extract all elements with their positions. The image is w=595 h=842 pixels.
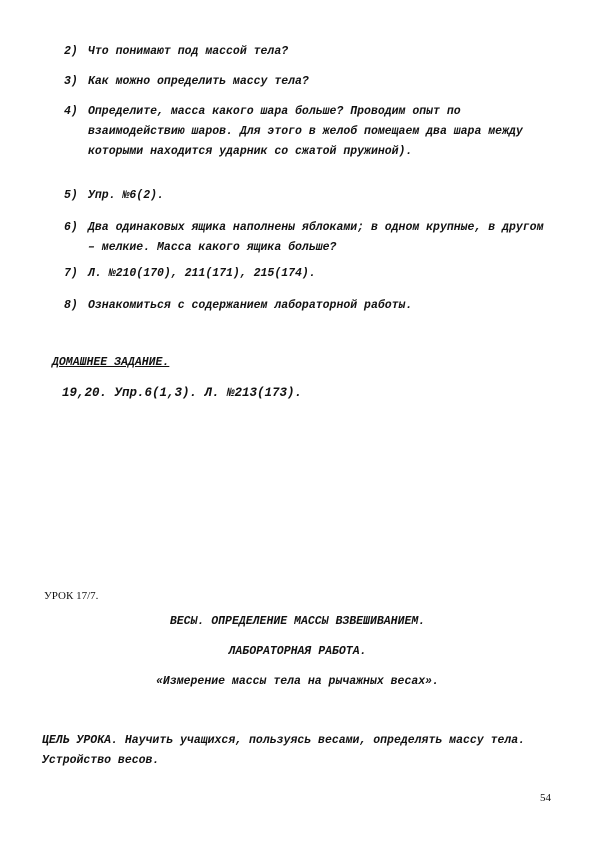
question-number: 7)	[64, 267, 78, 280]
lesson-title: ВЕСЫ. ОПРЕДЕЛЕНИЕ МАССЫ ВЗВЕШИВАНИЕМ.	[169, 615, 426, 628]
lesson-subtitle: ЛАБОРАТОРНАЯ РАБОТА.	[228, 645, 367, 658]
question-number: 8)	[64, 299, 78, 312]
page-number: 54	[540, 792, 551, 804]
question-item-7	[64, 264, 554, 284]
lesson-goal: ЦЕЛЬ УРОКА. Научить учащихся, пользуясь весами, определять массу тела. Устройство весов.	[42, 734, 526, 767]
question-item-5	[64, 186, 554, 206]
question-text: Определите, масса какого шара больше? Проводим опыт по взаимодействию шаров. Для этого в желоб помещаем два шара между которыми находится ударник со сжатой пружиной).	[88, 105, 530, 158]
homework-heading: ДОМАШНЕЕ ЗАДАНИЕ.	[52, 356, 170, 369]
question-text: Как можно определить массу тела?	[88, 75, 309, 88]
question-text: Ознакомиться с содержанием лабораторной работы.	[88, 299, 413, 312]
lab-work-title: «Измерение массы тела на рычажных весах».	[156, 675, 439, 688]
homework-text: 19,20. Упр.6(1,3). Л. №213(173).	[62, 386, 303, 400]
question-text: Что понимают под массой тела?	[88, 45, 289, 58]
question-number: 4)	[64, 105, 78, 118]
question-item-2	[64, 42, 554, 62]
question-text: Л. №210(170), 211(171), 215(174).	[88, 267, 316, 280]
lesson-number: УРОК 17/7.	[44, 590, 99, 602]
question-item-3	[64, 72, 554, 92]
question-item-8	[64, 296, 554, 316]
question-number: 2)	[64, 45, 78, 58]
question-number: 6)	[64, 221, 78, 234]
question-number: 3)	[64, 75, 78, 88]
question-item-6	[64, 218, 554, 258]
question-text: Два одинаковых ящика наполнены яблоками; в одном крупные, в другом – мелкие. Масса какого ящика больше?	[88, 221, 551, 254]
question-number: 5)	[64, 189, 78, 202]
question-text: Упр. №6(2).	[88, 189, 164, 202]
question-item-4	[64, 102, 554, 162]
